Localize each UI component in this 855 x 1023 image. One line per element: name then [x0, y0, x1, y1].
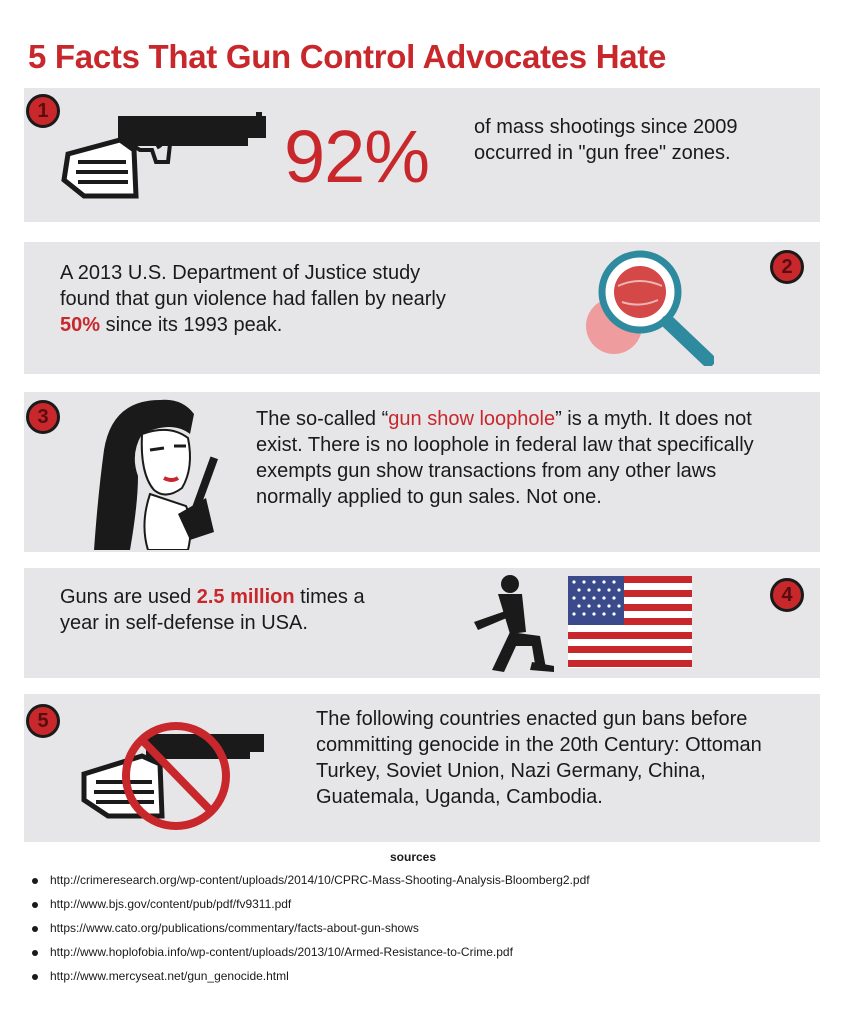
fact-text: of mass shootings since 2009 occurred in "gun free" zones. — [474, 116, 738, 164]
magnifying-glass-icon — [574, 246, 714, 366]
fact-text: Guns are used 2.5 million times a year in self-defense in USA. — [60, 586, 365, 634]
fact-number-badge: 5 — [26, 704, 60, 738]
bullet-icon — [32, 902, 38, 908]
fact-number-badge: 1 — [26, 94, 60, 128]
fact-number-badge: 2 — [770, 250, 804, 284]
sources-heading: sources — [390, 850, 437, 864]
source-link[interactable]: http://www.mercyseat.net/gun_genocide.html — [32, 968, 289, 984]
fact-highlight: 50% — [60, 314, 101, 336]
fact-stat-value: 92% — [284, 115, 430, 198]
woman-with-gun-icon — [90, 394, 220, 550]
source-link[interactable]: http://crimeresearch.org/wp-content/uploads/2014/10/CPRC-Mass-Shooting-Analysis-Bloomberg2.pdf — [32, 872, 590, 888]
fact-highlight: gun show loophole — [388, 408, 556, 430]
bullet-icon — [32, 974, 38, 980]
bullet-icon — [32, 950, 38, 956]
gun-in-hand-icon — [60, 110, 270, 200]
kneeling-soldier-icon — [470, 572, 560, 676]
source-link[interactable]: https://www.cato.org/publications/commentary/facts-about-gun-shows — [32, 920, 419, 936]
fact-card-4 — [24, 568, 820, 678]
fact-number-badge: 3 — [26, 400, 60, 434]
bullet-icon — [32, 878, 38, 884]
fact-text: The following countries enacted gun bans before committing genocide in the 20th Century: Ottoman Turkey, Soviet Union, Nazi Germany, China, Guatemala, Uganda, Cambodia. — [316, 708, 762, 808]
fact-number-badge: 4 — [770, 578, 804, 612]
source-link[interactable]: http://www.hoplofobia.info/wp-content/uploads/2013/10/Armed-Resistance-to-Crime.pdf — [32, 944, 513, 960]
fact-text: The so-called “gun show loophole” is a myth. It does not exist. There is no loophole in federal law that specifically exempts gun show transactions from any other laws normally applied to gun sales. Not one. — [256, 408, 754, 508]
page-title: 5 Facts That Gun Control Advocates Hate — [28, 38, 667, 75]
fact-card-5 — [24, 694, 820, 842]
us-flag-icon — [568, 576, 692, 668]
fact-card-2 — [24, 242, 820, 374]
prohibited-gun-icon — [80, 720, 270, 830]
fact-card-3 — [24, 392, 820, 552]
fact-card-1 — [24, 88, 820, 222]
source-link[interactable]: http://www.bjs.gov/content/pub/pdf/fv9311.pdf — [32, 896, 291, 912]
fact-highlight: 2.5 million — [196, 586, 295, 608]
fact-text: A 2013 U.S. Department of Justice study found that gun violence had fallen by nearly 50% since its 1993 peak. — [60, 262, 446, 336]
bullet-icon — [32, 926, 38, 932]
